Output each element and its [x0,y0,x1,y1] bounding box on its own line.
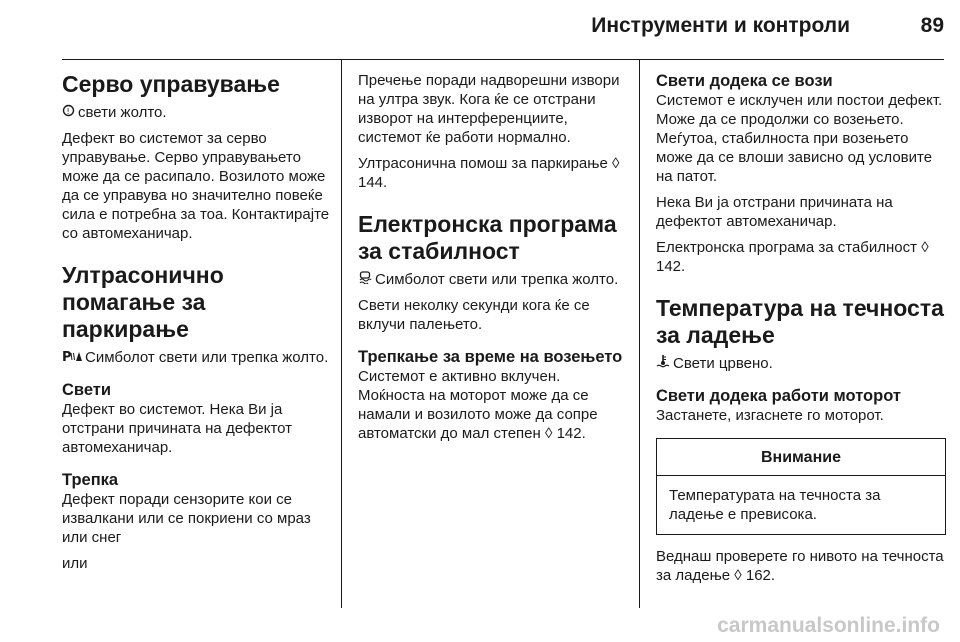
column-divider-2 [639,60,640,608]
esp-reference: Електронска програма за стабилност ◊ 142. [656,239,929,275]
heading-engine-running: Свети додека работи моторот [656,387,901,405]
parking-symbol-line: P Симболот свети или трепка жолто. [62,349,329,366]
esp-icon [358,270,372,289]
header-divider [62,59,944,60]
caution-title: Внимание [657,439,945,476]
reference-icon: ◊ [611,155,620,172]
column-divider-1 [341,60,342,608]
column-3 [656,71,946,592]
reference-icon: ◊ [734,567,742,584]
servo-paragraph: Дефект во системот за серво управување. Серво управувањето може да се расипало. Возилото може да се управува но значително повеќе сила е потребна за тоа. Контактирајте со автомеханичар. [62,130,330,242]
caution-body: Температурата на течноста за ладење е превисока. [669,487,881,523]
reference-icon: ◊ [544,425,553,442]
heading-lights: Свети [62,381,112,399]
reference-page[interactable]: 162. [745,567,776,584]
reference-icon: ◊ [921,239,929,256]
coolant-symbol-line: Свети црвено. [656,354,946,373]
reference-page[interactable]: 142. [556,425,586,442]
driving-paragraph: Системот е исклучен или постои дефект. Може да се продолжи со возењето. Меѓутоа, стабилноста при возењето може да се влоши зависно од условите на патот. [656,92,943,185]
flashes-paragraph: Дефект поради сензорите кои се извалкани или се покриени со мраз или снег [62,491,311,546]
heading-power-steering: Серво управување [62,71,280,97]
engine-paragraph: Застанете, изгаснете го моторот. [656,407,884,424]
lights-paragraph: Дефект во системот. Нека Ви ја отстрани причината на дефектот автомеханичар. [62,401,293,456]
esp-paragraph: Свети неколку секунди кога ќе се вклучи палењето. [358,297,590,333]
interference-paragraph: Пречење поради надворешни извори на ултра звук. Кога ќе се отстрани изворот на интерференциите, системот ќе работи нормално. [358,72,620,146]
watermark: carmanualsonline.info [717,614,940,637]
heading-coolant-temperature: Температура на течноста за ладење [656,295,944,348]
servo-symbol-line: ! свети жолто. [62,103,334,122]
steering-warning-icon [62,103,75,122]
esp-symbol-line: Симболот свети или трепка жолто. [358,270,628,289]
heading-flashes: Трепка [62,471,119,489]
parking-assist-icon [62,348,82,367]
parking-reference: Ултрасонична помош за паркирање ◊ 144. [358,155,620,191]
caution-box [656,438,946,535]
or-text: или [62,555,88,572]
column-1 [62,71,334,580]
heading-lights-while-driving: Свети додека се вози [656,72,833,90]
coolant-temperature-icon [656,354,670,373]
page-number: 89 [920,14,944,37]
reference-page[interactable]: 142. [656,258,686,275]
heading-parking-assist: Ултрасонично помагање за паркирање [62,262,224,342]
header-title: Инструменти и контроли [591,14,850,37]
heading-flashing-while-driving: Трепкање за време на возењето [358,348,623,366]
svg-text:!: ! [66,107,70,116]
heading-esp: Електронска програма за стабилност [358,211,617,264]
reference-page[interactable]: 144. [358,174,388,191]
driving-paragraph-2: Нека Ви ја отстрани причината на дефектот автомеханичар. [656,194,893,230]
check-level-paragraph: Веднаш проверете го нивото на течноста за ладење ◊ 162. [656,548,944,584]
flashing-driving-paragraph: Системот е активно вклучен. Моќноста на моторот може да се намали и возилото може да сопре автоматски до мал степен ◊ 142. [358,368,598,442]
svg-text:P: P [62,350,71,362]
column-2 [358,71,628,450]
